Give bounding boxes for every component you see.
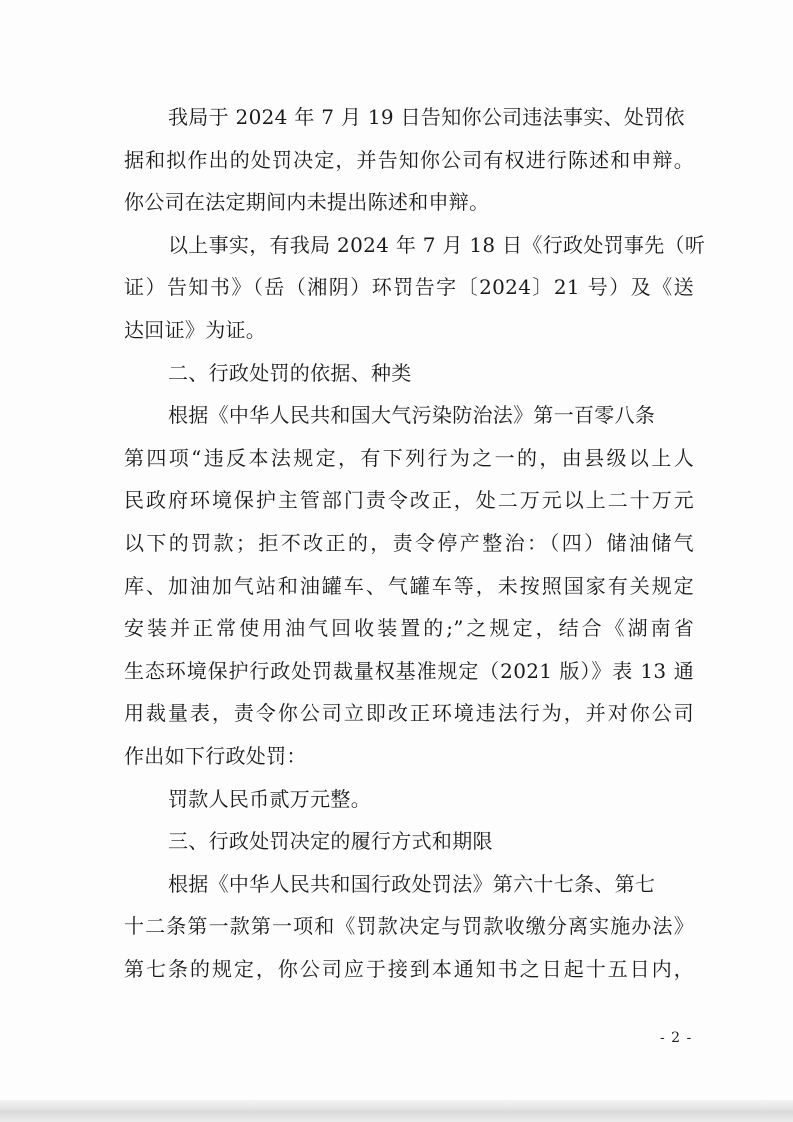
paragraph-line: 根据《中华人民共和国大气污染防治法》第一百零八条 [168,403,656,428]
paragraph-line: 我局于 2024 年 7 月 19 日告知你公司违法事实、处罚依 [168,105,685,129]
paragraph-line: 作出如下行政处罚： [124,743,307,768]
paragraph-line: 据和拟作出的处罚决定，并告知你公司有权进行陈述和申辩。 [124,147,694,172]
paragraph-line: 根据《中华人民共和国行政处罚法》第六十七条、第七 [168,871,656,896]
scan-bottom-edge [0,1100,793,1122]
paragraph-line: 民政府环境保护主管部门责令改正，处二万元以上二十万元 [124,488,694,513]
paragraph-line: 达回证》为证。 [124,317,267,342]
paragraph-line: 第四项“违反本法规定，有下列行为之一的，由县级以上人 [124,445,694,470]
paragraph-line: 生态环境保护行政处罚裁量权基准规定（2021 版）》表 13 通 [124,658,694,683]
paragraph-line: 以上事实，有我局 2024 年 7 月 18 日《行政处罚事先（听 [168,232,706,257]
paragraph-line: 你公司在法定期间内未提出陈述和申辩。 [124,190,490,215]
paragraph-line: 安装并正常使用油气回收装置的;”之规定，结合《湖南省 [124,616,694,641]
paragraph-line: 十二条第一款第一项和《罚款决定与罚款收缴分离实施办法》 [124,914,694,939]
paragraph-line: 以下的罚款；拒不改正的，责令停产整治：（四）储油储气 [124,530,694,555]
paragraph-line: 证）告知书》（岳（湘阴）环罚告字〔2024〕21 号）及《送 [124,275,694,300]
section-heading: 二、行政处罚的依据、种类 [168,360,412,385]
paragraph-line: 第七条的规定，你公司应于接到本通知书之日起十五日内， [124,956,694,981]
document-body [124,96,706,990]
paragraph-line: 库、加油加气站和油罐车、气罐车等，未按照国家有关规定 [124,573,694,598]
section-heading: 三、行政处罚决定的履行方式和期限 [168,829,493,854]
page-number: - 2 - [660,1030,693,1046]
penalty-amount: 罚款人民币贰万元整。 [168,786,371,811]
paragraph-line: 用裁量表，责令你公司立即改正环境违法行为，并对你公司 [124,701,694,726]
